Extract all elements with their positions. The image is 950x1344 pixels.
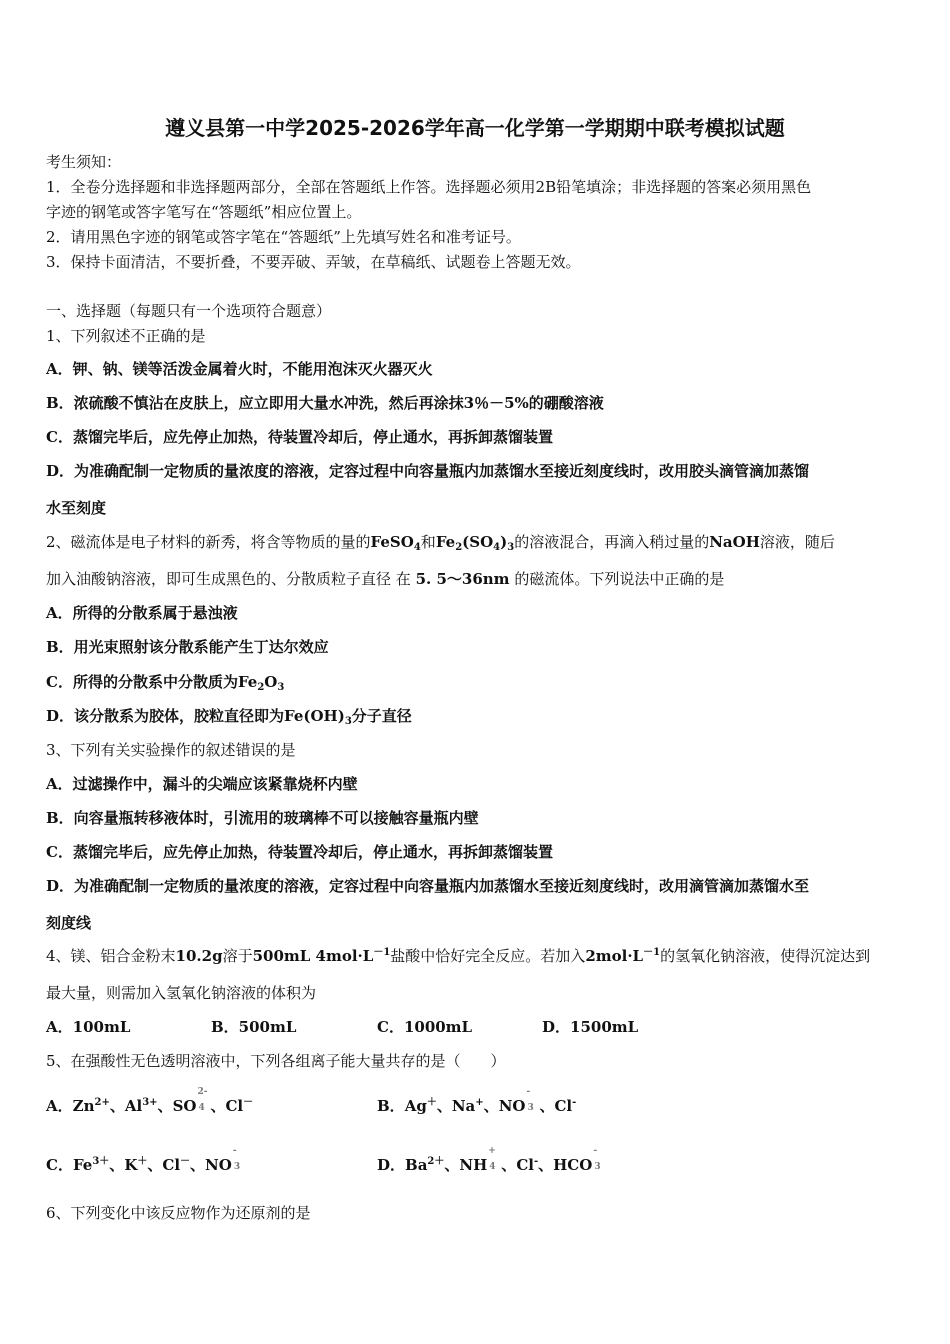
q2-option-b: B．用光束照射该分散系能产生丁达尔效应	[46, 638, 329, 656]
q1-option-a: A．钾、钠、镁等活泼金属着火时，不能用泡沫灭火器灭火	[46, 360, 433, 378]
q3-option-d-cont: 刻度线	[46, 914, 92, 932]
q2-stem: 2、磁流体是电子材料的新秀，将含等物质的量的FeSO$_4$和$Fe_2(SO_4)_3$的溶液混合，再滴入稍过量的NaOH溶液，随后	[46, 533, 835, 553]
q2-option-c: C．所得的分散系中分散质为$Fe_2O_3$	[46, 673, 285, 693]
q2-option-d: D．该分散系为胶体，胶粒直径即为$Fe(OH)_3$分子直径	[46, 707, 412, 727]
q5-option-a: A．$Zn^{2+}$、$Al^{3+}$、SO 2- 4 、Cl－	[46, 1087, 254, 1115]
q5-option-b: B．Ag＋、Na+、NO - 3 、Cl-	[377, 1087, 577, 1115]
q4-stem: 4、镁、铝合金粉末10.2g溶于500mL $4mol\cdot L^{-1}$盐酸中恰好完全反应。若加入$2mol\cdot L^{-1}$的氢氧化钠溶液，使得沉淀达到	[46, 947, 871, 965]
notice-item-1: 1．全卷分选择题和非选择题两部分，全部在答题纸上作答。选择题必须用2B铅笔填涂；非选择题的答案必须用黑色	[46, 178, 812, 196]
q3-option-c: C．蒸馏完毕后，应先停止加热，待装置冷却后，停止通水，再拆卸蒸馏装置	[46, 843, 553, 861]
q3-stem: 3、下列有关实验操作的叙述错误的是	[46, 741, 296, 759]
q3-option-a: A．过滤操作中，漏斗的尖端应该紧靠烧杯内壁	[46, 775, 358, 793]
page-title: 遵义县第一中学2025-2026学年高一化学第一学期期中联考模拟试题	[165, 116, 785, 140]
q1-option-d-cont: 水至刻度	[46, 499, 107, 517]
q5-option-d: D．$Ba^{2+}$、NH + 4 、Cl-、HCO - 3	[377, 1146, 601, 1174]
q5-option-c: C．$Fe^{3+}$、K＋、Cl－、NO - 3	[46, 1146, 241, 1174]
q6-stem: 6、下列变化中该反应物作为还原剂的是	[46, 1204, 311, 1222]
q4-option-d: D．1500mL	[542, 1018, 639, 1036]
notice-heading: 考生须知：	[46, 153, 122, 171]
q1-option-c: C．蒸馏完毕后，应先停止加热，待装置冷却后，停止通水，再拆卸蒸馏装置	[46, 428, 553, 446]
q5-stem: 5、在强酸性无色透明溶液中，下列各组离子能大量共存的是（ ）	[46, 1052, 506, 1070]
q4-option-a: A．100mL	[46, 1018, 131, 1036]
q4-option-b: B．500mL	[211, 1018, 297, 1036]
q2-option-a: A．所得的分散系属于悬浊液	[46, 604, 238, 622]
q1-stem: 1、下列叙述不正确的是	[46, 327, 206, 345]
q4-stem-cont: 最大量，则需加入氢氧化钠溶液的体积为	[46, 984, 317, 1002]
notice-item-2: 2．请用黑色字迹的钢笔或答字笔在“答题纸”上先填写姓名和准考证号。	[46, 228, 521, 246]
q4-option-c: C．1000mL	[377, 1018, 473, 1036]
notice-item-1-cont: 字迹的钢笔或答字笔写在“答题纸”相应位置上。	[46, 203, 362, 221]
q2-stem-cont: 加入油酸钠溶液，即可生成黑色的、分散质粒子直径 在 5. 5～36nm 的磁流体。下列说法中正确的是	[46, 570, 725, 588]
section-heading: 一、选择题（每题只有一个选项符合题意）	[46, 302, 332, 320]
q3-option-b: B．向容量瓶转移液体时，引流用的玻璃棒不可以接触容量瓶内壁	[46, 809, 479, 827]
q3-option-d: D．为准确配制一定物质的量浓度的溶液，定容过程中向容量瓶内加蒸馏水至接近刻度线时，改用滴管滴加蒸馏水至	[46, 877, 810, 895]
q1-option-d: D．为准确配制一定物质的量浓度的溶液，定容过程中向容量瓶内加蒸馏水至接近刻度线时，改用胶头滴管滴加蒸馏	[46, 462, 810, 480]
notice-item-3: 3．保持卡面清洁，不要折叠，不要弄破、弄皱，在草稿纸、试题卷上答题无效。	[46, 253, 581, 271]
q1-option-b: B．浓硫酸不慎沾在皮肤上，应立即用大量水冲洗，然后再涂抹3％－5%的硼酸溶液	[46, 394, 604, 412]
